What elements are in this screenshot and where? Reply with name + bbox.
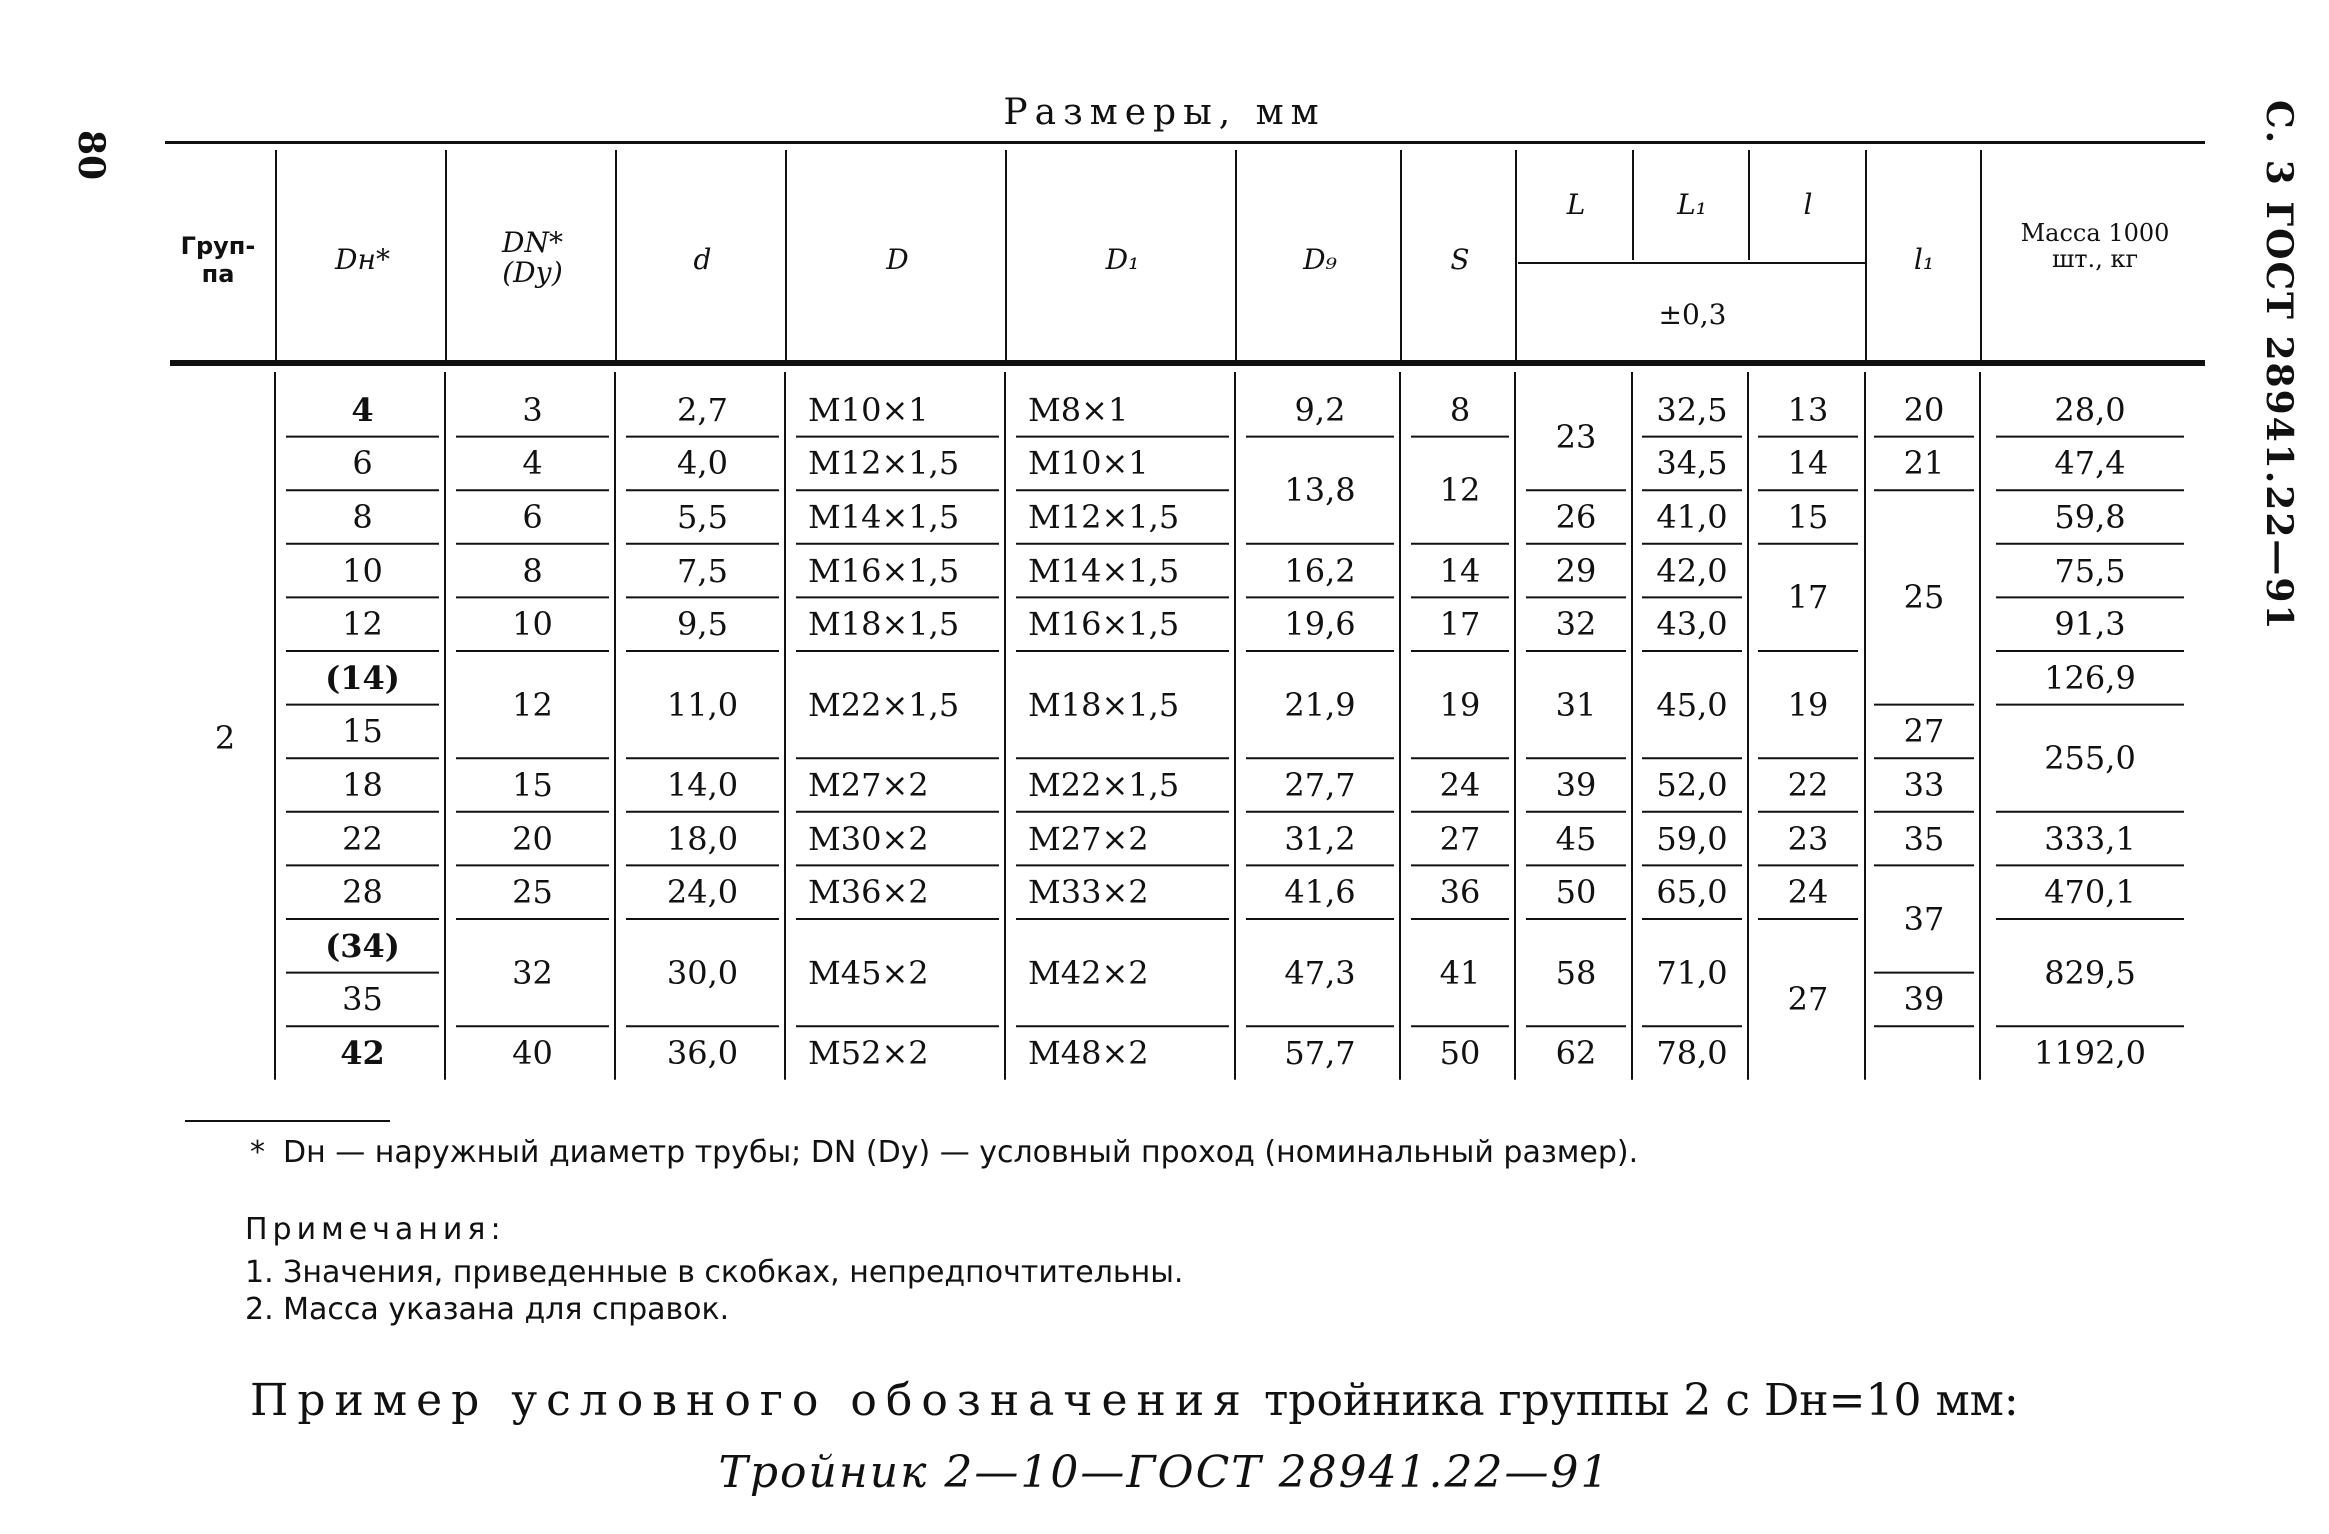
cell-d: 5,5	[677, 498, 728, 536]
cell-dn: (14)	[325, 658, 400, 697]
cell-d: 7,5	[677, 551, 728, 590]
cell-mass: 59,8	[2054, 498, 2126, 536]
cell-l: 26	[1555, 498, 1597, 536]
cell-dn: 15	[512, 766, 553, 804]
cell-dn: 40	[512, 1034, 553, 1072]
cell-l1: 37	[1903, 900, 1945, 938]
cell-d: 30,0	[666, 953, 739, 992]
cell-d: 4,0	[677, 444, 728, 483]
cell-mass: 91,3	[2054, 605, 2126, 644]
cell-s: 24	[1439, 766, 1481, 804]
cell-l: 50	[1555, 873, 1597, 912]
cell-s: 14	[1439, 551, 1481, 590]
cell-dn: 35	[342, 980, 383, 1019]
cell-l: 19	[1787, 685, 1829, 724]
cell-dn: 6	[352, 444, 373, 483]
cell-d1: M27×2	[1028, 819, 1149, 858]
header-dn-outer-label: Dн*	[335, 243, 390, 276]
cell-l1: 71,0	[1656, 953, 1728, 992]
cell-l1: 41,0	[1656, 498, 1728, 536]
cell-dn: 42	[340, 1034, 385, 1072]
header-d-label: d	[693, 243, 712, 276]
cell-d: 14,0	[666, 766, 739, 804]
cell-d9: 41,6	[1284, 873, 1356, 912]
page-number: 80	[70, 130, 112, 181]
cell-mass: 126,9	[2044, 658, 2136, 697]
cell-d: M27×2	[808, 766, 929, 804]
footnote-rule	[185, 1120, 390, 1122]
cell-dn: 12	[342, 605, 383, 644]
cell-s: 12	[1439, 471, 1481, 510]
cell-dn: 8	[352, 498, 373, 536]
cell-d: M52×2	[808, 1034, 929, 1072]
page-title: Размеры, мм	[1003, 92, 1326, 133]
footnote-text: Dн — наружный диаметр трубы; DN (Dу) — условный проход (номинальный размер).	[283, 1135, 1639, 1170]
cell-d: M12×1,5	[808, 444, 960, 483]
header-dn-label: DN*	[502, 226, 563, 259]
header-D9-label: D₉	[1303, 243, 1337, 276]
cell-d: M16×1,5	[808, 551, 960, 590]
cell-l1: 25	[1903, 578, 1945, 617]
cell-dn: 18	[342, 766, 383, 804]
cell-mass: 75,5	[2054, 551, 2126, 590]
cell-s: 8	[1449, 390, 1471, 429]
footnote-star: *	[250, 1135, 265, 1170]
example-designation: Тройник 2—10—ГОСТ 28941.22—91	[718, 1447, 1611, 1498]
cell-d1: M22×1,5	[1028, 766, 1180, 804]
cell-mass: 255,0	[2044, 739, 2136, 778]
cell-dn: 20	[512, 819, 553, 858]
cell-d: M18×1,5	[808, 605, 960, 644]
cell-l: 29	[1555, 551, 1597, 590]
cell-l: 62	[1555, 1034, 1597, 1072]
cell-dn: 28	[342, 873, 383, 912]
example-intro	[250, 1375, 2019, 1426]
cell-mass: 1192,0	[2034, 1034, 2146, 1072]
cell-l1: 43,0	[1656, 605, 1728, 644]
cell-d9: 9,2	[1294, 390, 1346, 429]
cell-l1: 34,5	[1656, 444, 1728, 483]
cell-dn: 25	[512, 873, 553, 912]
cell-d: M30×2	[808, 819, 929, 858]
cell-l1: 33	[1903, 766, 1945, 804]
cell-mass: 829,5	[2044, 953, 2136, 992]
cell-d: M45×2	[808, 953, 929, 992]
cell-dn: 15	[342, 712, 383, 751]
note-1: 1. Значения, приведенные в скобках, непредпочтительны.	[245, 1255, 1184, 1290]
cell-mass: 333,1	[2044, 819, 2136, 858]
cell-mass: 470,1	[2044, 873, 2136, 912]
header-S-label: S	[1450, 243, 1470, 276]
cell-d9: 21,9	[1284, 685, 1356, 724]
footnote	[250, 1135, 1638, 1170]
cell-d: M10×1	[808, 390, 929, 429]
cell-dn: 12	[512, 685, 553, 724]
cell-l: 39	[1555, 766, 1597, 804]
cell-d: 36,0	[666, 1034, 739, 1072]
cell-l1: 78,0	[1656, 1034, 1728, 1072]
cell-d9: 16,2	[1284, 551, 1356, 590]
cell-d: M14×1,5	[808, 498, 960, 536]
header-l1-label: l₁	[1913, 243, 1935, 276]
cell-d1: M48×2	[1028, 1034, 1149, 1072]
cell-d1: M14×1,5	[1028, 551, 1180, 590]
cell-d: M22×1,5	[808, 685, 960, 724]
cell-d1: M18×1,5	[1028, 685, 1180, 724]
cell-d9: 57,7	[1284, 1034, 1356, 1072]
example-intro-spaced: Пример условного обозначения	[250, 1375, 1250, 1426]
cell-dn: 10	[342, 551, 383, 590]
cell-l: 17	[1787, 578, 1829, 617]
cell-d: M36×2	[808, 873, 929, 912]
group-value: 2	[214, 719, 236, 757]
cell-l1: 52,0	[1656, 766, 1728, 804]
cell-mass: 47,4	[2054, 444, 2126, 483]
cell-s: 19	[1439, 685, 1481, 724]
header-dy-label: (Dу)	[502, 256, 563, 289]
cell-d9: 27,7	[1284, 766, 1356, 804]
cell-l: 31	[1555, 685, 1597, 724]
cell-s: 50	[1439, 1034, 1481, 1072]
cell-d9: 47,3	[1284, 953, 1356, 992]
cell-l: 22	[1787, 766, 1829, 804]
cell-d: 24,0	[666, 873, 739, 912]
header-mass: Масса 1000 шт., кг	[2020, 219, 2170, 273]
cell-l1: 65,0	[1656, 873, 1728, 912]
cell-l: 23	[1787, 819, 1829, 858]
cell-l: 58	[1555, 953, 1597, 992]
cell-d: 11,0	[666, 685, 739, 724]
cell-dn: 32	[512, 953, 553, 992]
cell-l1: 45,0	[1656, 685, 1728, 724]
cell-d: 9,5	[677, 605, 728, 644]
cell-l1: 27	[1903, 712, 1945, 751]
header-group: Груп-па	[180, 232, 256, 288]
cell-l: 13	[1787, 390, 1829, 429]
cell-l: 24	[1787, 873, 1829, 912]
header-l-label: l	[1803, 188, 1813, 221]
header-D1-label: D₁	[1105, 243, 1140, 276]
cell-d: 2,7	[677, 390, 728, 429]
cell-s: 17	[1439, 605, 1481, 644]
cell-d9: 19,6	[1284, 605, 1356, 644]
cell-d1: M12×1,5	[1028, 498, 1180, 536]
cell-s: 41	[1439, 953, 1481, 992]
cell-l: 23	[1555, 417, 1597, 456]
cell-d1: M8×1	[1028, 390, 1129, 429]
cell-l1: 21	[1903, 444, 1945, 483]
cell-d1: M10×1	[1028, 444, 1149, 483]
cell-d9: 13,8	[1284, 471, 1356, 510]
cell-d9: 31,2	[1284, 819, 1356, 858]
cell-d: 18,0	[666, 819, 739, 858]
cell-l: 32	[1555, 605, 1597, 644]
cell-dn: 8	[522, 551, 543, 590]
header-tolerance: ±0,3	[1658, 298, 1727, 331]
header-D-label: D	[886, 243, 909, 276]
cell-dn: 6	[522, 498, 543, 536]
header-L1-label: L₁	[1677, 188, 1707, 221]
cell-dn: 4	[522, 444, 543, 483]
cell-l: 15	[1787, 498, 1829, 536]
cell-s: 27	[1439, 819, 1481, 858]
cell-l1: 32,5	[1656, 390, 1728, 429]
cell-dn: (34)	[325, 926, 400, 965]
header-L-label: L	[1566, 188, 1586, 221]
cell-s: 36	[1439, 873, 1481, 912]
note-2: 2. Масса указана для справок.	[245, 1292, 730, 1327]
cell-l1: 42,0	[1656, 551, 1728, 590]
cell-l: 27	[1787, 980, 1829, 1019]
cell-dn: 22	[342, 819, 383, 858]
cell-mass: 28,0	[2054, 390, 2126, 429]
cell-dn: 4	[351, 390, 374, 429]
cell-d1: M33×2	[1028, 873, 1149, 912]
cell-dn: 10	[512, 605, 553, 644]
cell-l: 45	[1555, 819, 1597, 858]
cell-d1: M42×2	[1028, 953, 1149, 992]
cell-l1: 39	[1903, 980, 1945, 1019]
cell-l1: 20	[1903, 390, 1945, 429]
cell-d1: M16×1,5	[1028, 605, 1180, 644]
standard-side-header: С. 3 ГОСТ 28941.22—91	[2258, 100, 2300, 632]
cell-l: 14	[1787, 444, 1829, 483]
cell-l1: 59,0	[1656, 819, 1728, 858]
notes-heading: Примечания:	[245, 1212, 506, 1247]
example-intro-rest: тройника группы 2 с Dн=10 мм:	[1263, 1375, 2019, 1426]
cell-dn: 3	[522, 390, 543, 429]
cell-l1: 35	[1903, 819, 1945, 858]
